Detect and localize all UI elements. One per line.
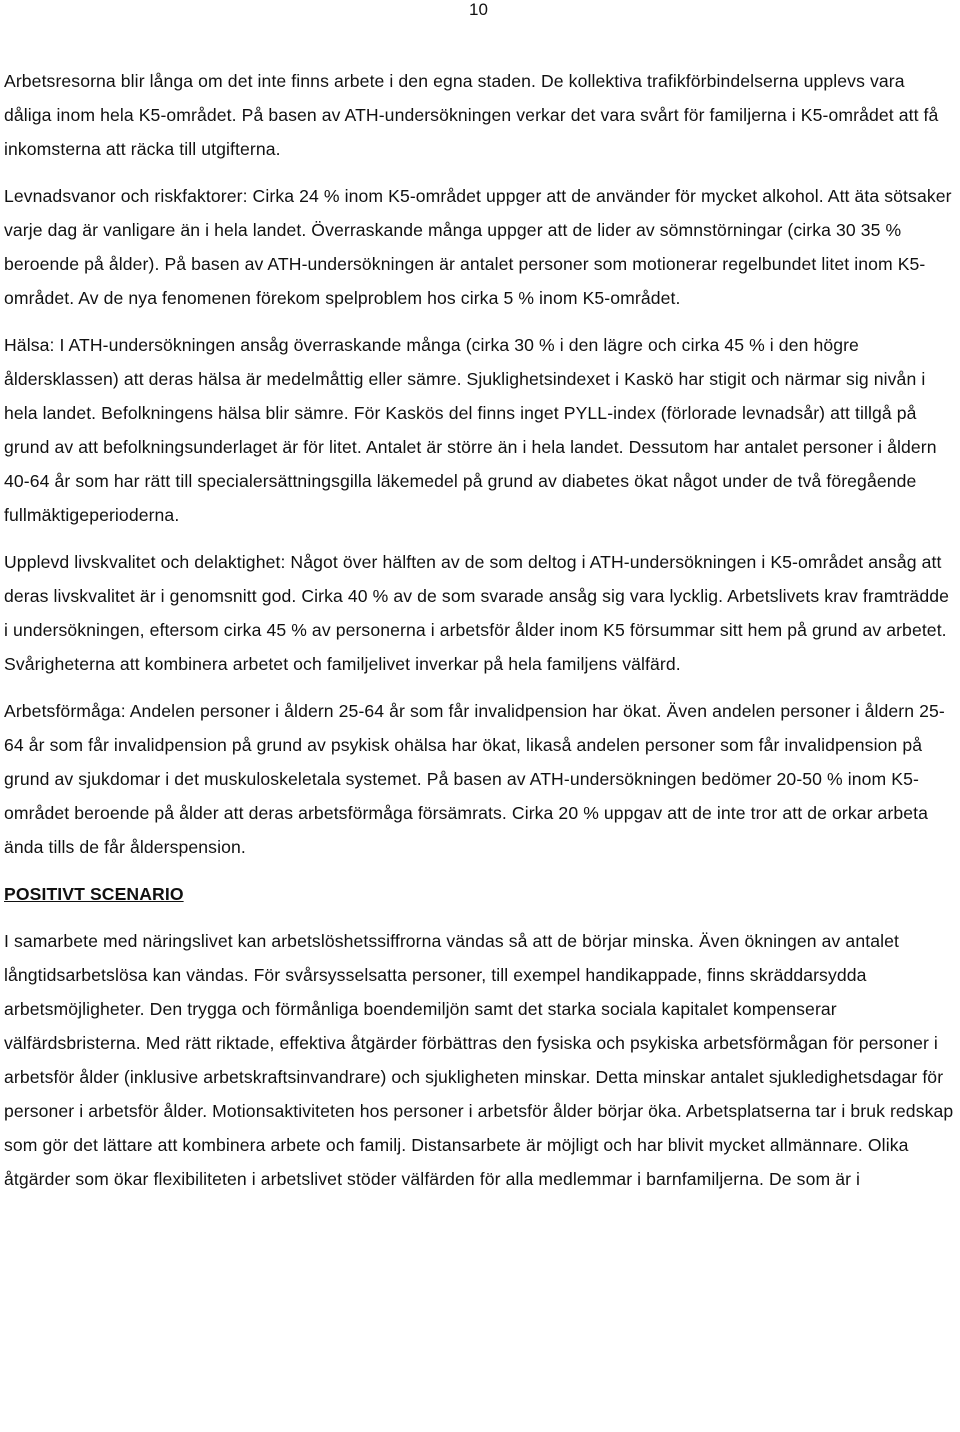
paragraph-quality-of-life: Upplevd livskvalitet och delaktighet: Något över hälften av de som deltog i ATH-undersökningen i K5-området ansåg att deras livskvalitet är i genomsnitt god. Cirka 40 % av de som svarade ansåg sig vara lycklig. Arbetslivets krav framträdde i undersökningen, eftersom cirka 45 % av personerna i arbetsför ålder inom K5 försummar sitt hem på grund av arbetet. Svårigheterna att kombinera arbetet och familjelivet inverkar på hela familjens välfärd. [4,552,949,674]
page-number: 10 [469,0,488,19]
paragraph-commuting: Arbetsresorna blir långa om det inte finns arbete i den egna staden. De kollektiva trafikförbindelserna upplevs vara dåliga inom hela K5-området. På basen av ATH-undersökningen verkar det vara svårt för familjerna i K5-området att få inkomsterna att räcka till utgifterna. [4,71,939,159]
paragraph-positive-scenario: I samarbete med näringslivet kan arbetslöshetssiffrorna vändas så att de börjar minska. Även ökningen av antalet långtidsarbetslösa kan vändas. För svårsysselsatta personer, till exempel handikappade, finns skräddarsydda arbetsmöjligheter. Den trygga och förmånliga boendemiljön samt det starka sociala kapitalet kompenserar välfärdsbristerna. Med rätt riktade, effektiva åtgärder förbättras den fysiska och psykiska arbetsförmågan för personer i arbetsför ålder (inklusive arbetskraftsinvandrare) och sjukligheten minskar. Detta minskar antalet sjukledighetsdagar för personer i arbetsför ålder. Motionsaktiviteten hos personer i arbetsför ålder börjar öka. Arbetsplatserna tar i bruk redskap som gör det lättare att kombinera arbete och familj. Distansarbete är möjligt och har blivit mycket allmännare. Olika åtgärder som ökar flexibiliteten i arbetslivet stöder välfärden för alla medlemmar i barnfamiljerna. De som är i [4,931,954,1189]
paragraph-work-ability: Arbetsförmåga: Andelen personer i åldern 25-64 år som får invalidpension har ökat. Även andelen personer i åldern 25-64 år som får invalidpension på grund av psykisk ohälsa har ökat, likaså andelen personer som får invalidpension på grund av sjukdomar i det muskuloskeletala systemet. På basen av ATH-undersökningen bedömer 20-50 % inom K5-området beroende på ålder att deras arbetsförmåga försämrats. Cirka 20 % uppgav att de inte tror att de orkar arbeta ända tills de får ålderspension. [4,701,945,857]
paragraph-lifestyle-risk-factors: Levnadsvanor och riskfaktorer: Cirka 24 % inom K5-området uppger att de använder för mycket alkohol. Att äta sötsaker varje dag är vanligare än i hela landet. Överraskande många uppger att de lider av sömnstörningar (cirka 30 35 % beroende på ålder). På basen av ATH-undersökningen är antalet personer som motionerar regelbundet litet inom K5-området. Av de nya fenomenen förekom spelproblem hos cirka 5 % inom K5-området. [4,186,952,308]
document-body [4,64,954,1209]
paragraph-health: Hälsa: I ATH-undersökningen ansåg överraskande många (cirka 30 % i den lägre och cirka 45 % i den högre åldersklassen) att deras hälsa är medelmåttig eller sämre. Sjuklighetsindexet i Kaskö har stigit och närmar sig nivån i hela landet. Befolkningens hälsa blir sämre. För Kaskös del finns inget PYLL-index (förlorade levnadsår) att tillgå på grund av att befolkningsunderlaget är för litet. Antalet är större än i hela landet. Dessutom har antalet personer i åldern 40-64 år som har rätt till specialersättningsgilla läkemedel på grund av diabetes ökat något under de två föregående fullmäktigeperioderna. [4,335,937,525]
section-heading-positive-scenario: POSITIVT SCENARIO [4,884,184,904]
